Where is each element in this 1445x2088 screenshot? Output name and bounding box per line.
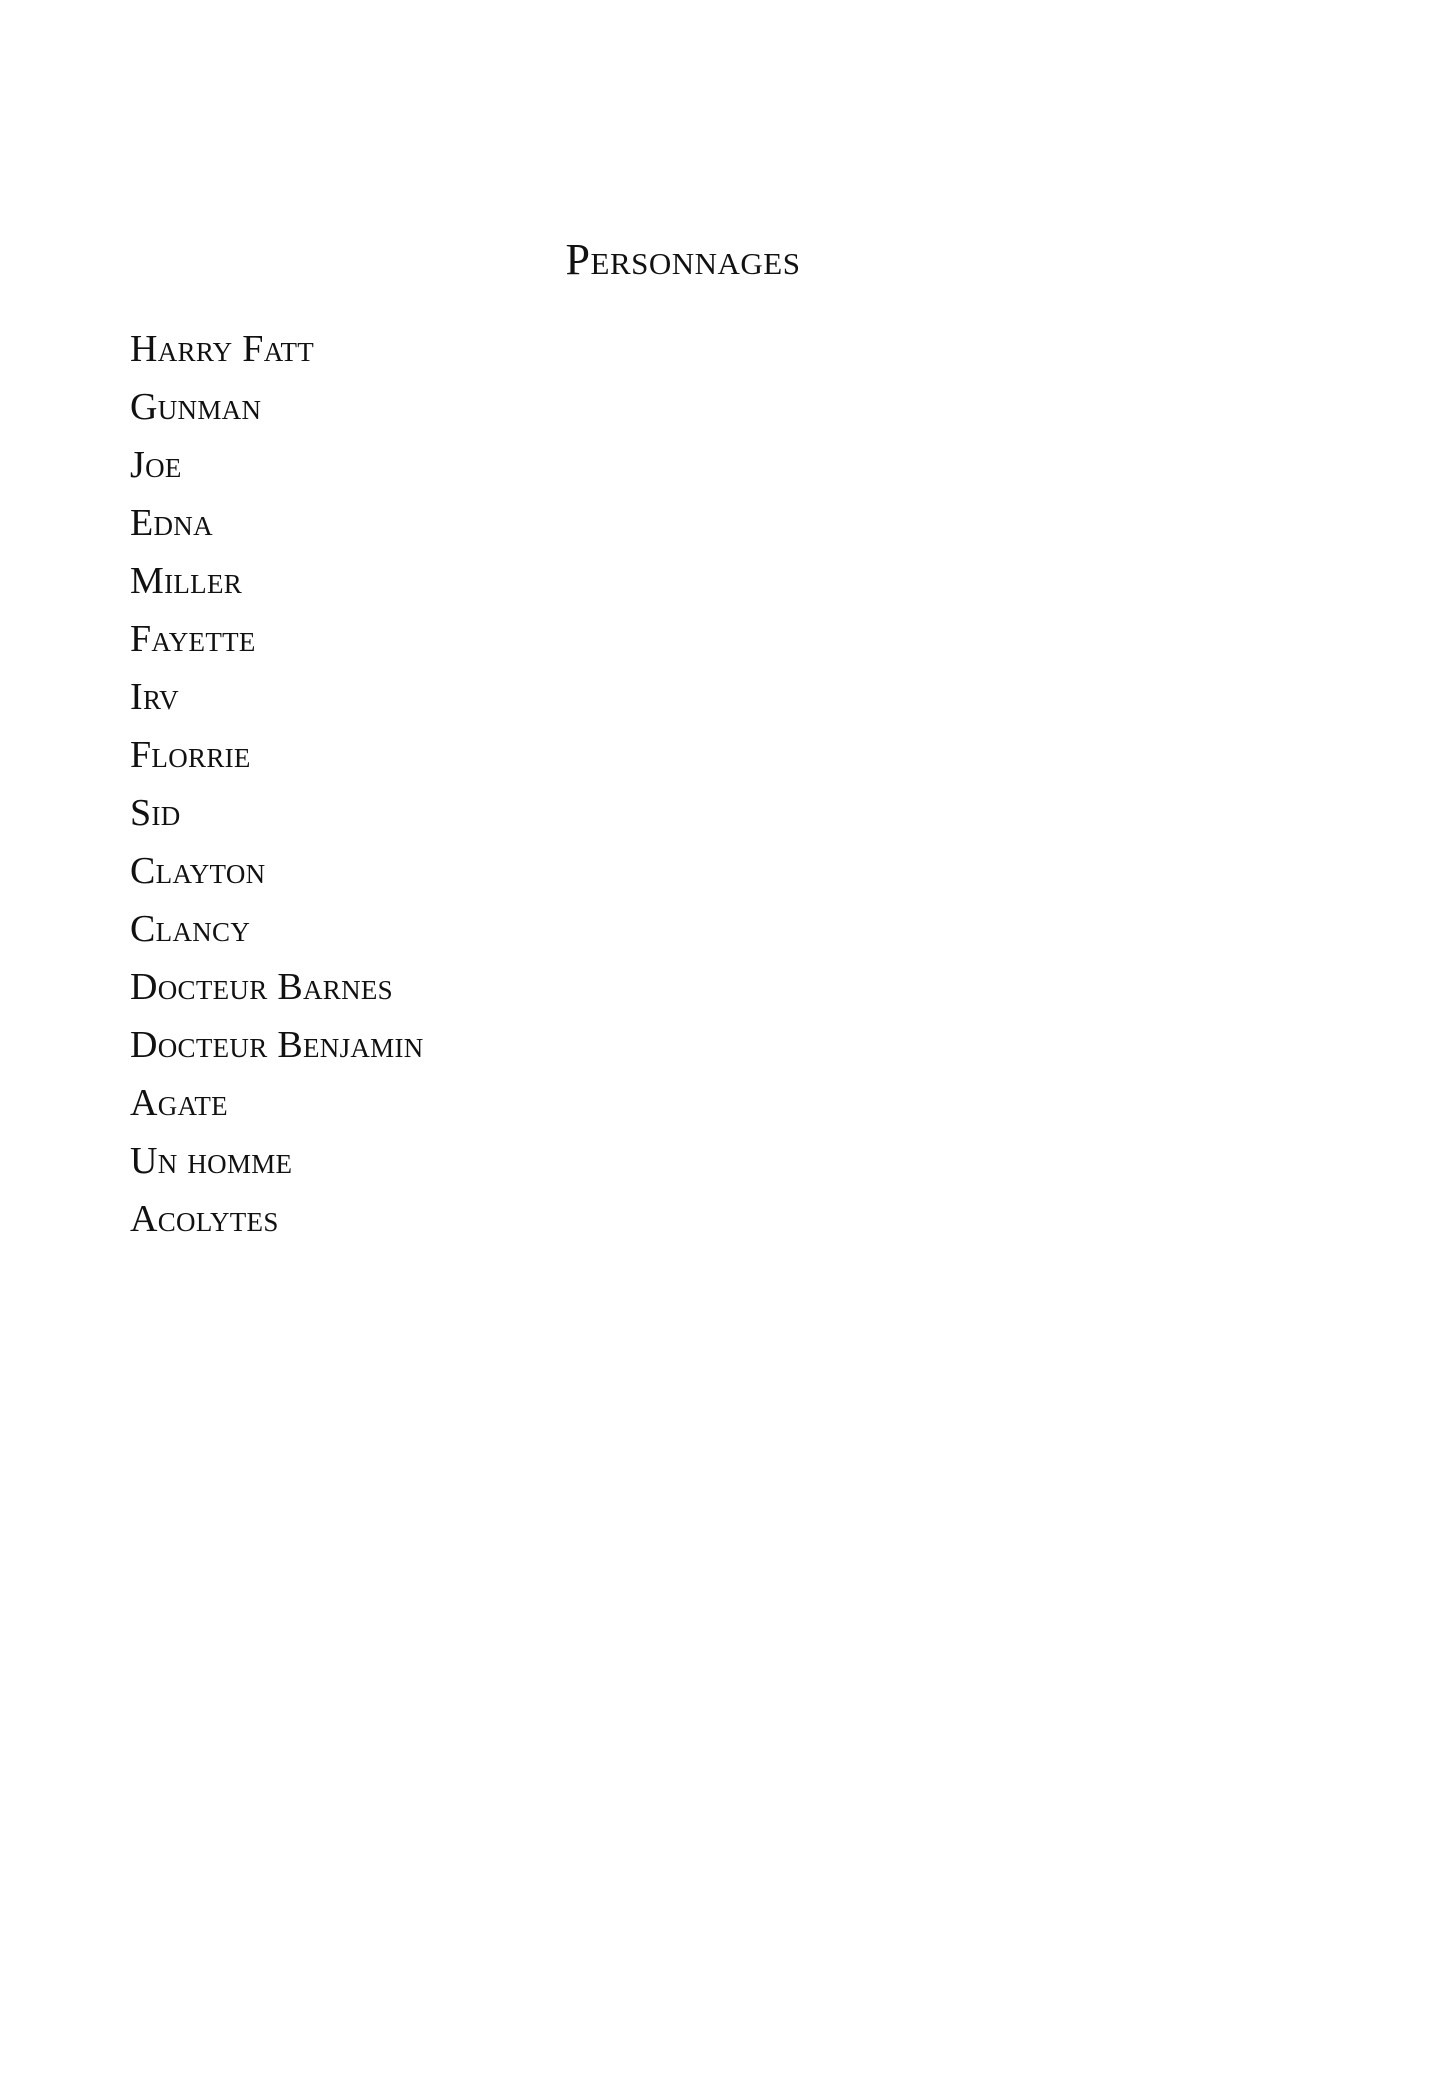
character-item: Clayton — [130, 850, 266, 892]
character-item: Clancy — [130, 908, 251, 950]
character-item: Fayette — [130, 618, 256, 660]
character-item: Florrie — [130, 734, 251, 776]
character-item: Harry Fatt — [130, 328, 315, 370]
character-item: Sid — [130, 792, 181, 834]
character-item: Joe — [130, 444, 182, 486]
character-item: Acolytes — [130, 1198, 279, 1240]
character-item: Irv — [130, 676, 179, 718]
character-item: Edna — [130, 502, 213, 544]
character-item: Agate — [130, 1082, 228, 1124]
character-item: Miller — [130, 560, 243, 602]
character-item: Gunman — [130, 386, 262, 428]
character-list — [130, 320, 424, 1248]
character-item: Un homme — [130, 1140, 293, 1182]
character-item: Docteur Benjamin — [130, 1024, 424, 1066]
page-title: Personnages — [565, 235, 801, 284]
character-item: Docteur Barnes — [130, 966, 394, 1008]
